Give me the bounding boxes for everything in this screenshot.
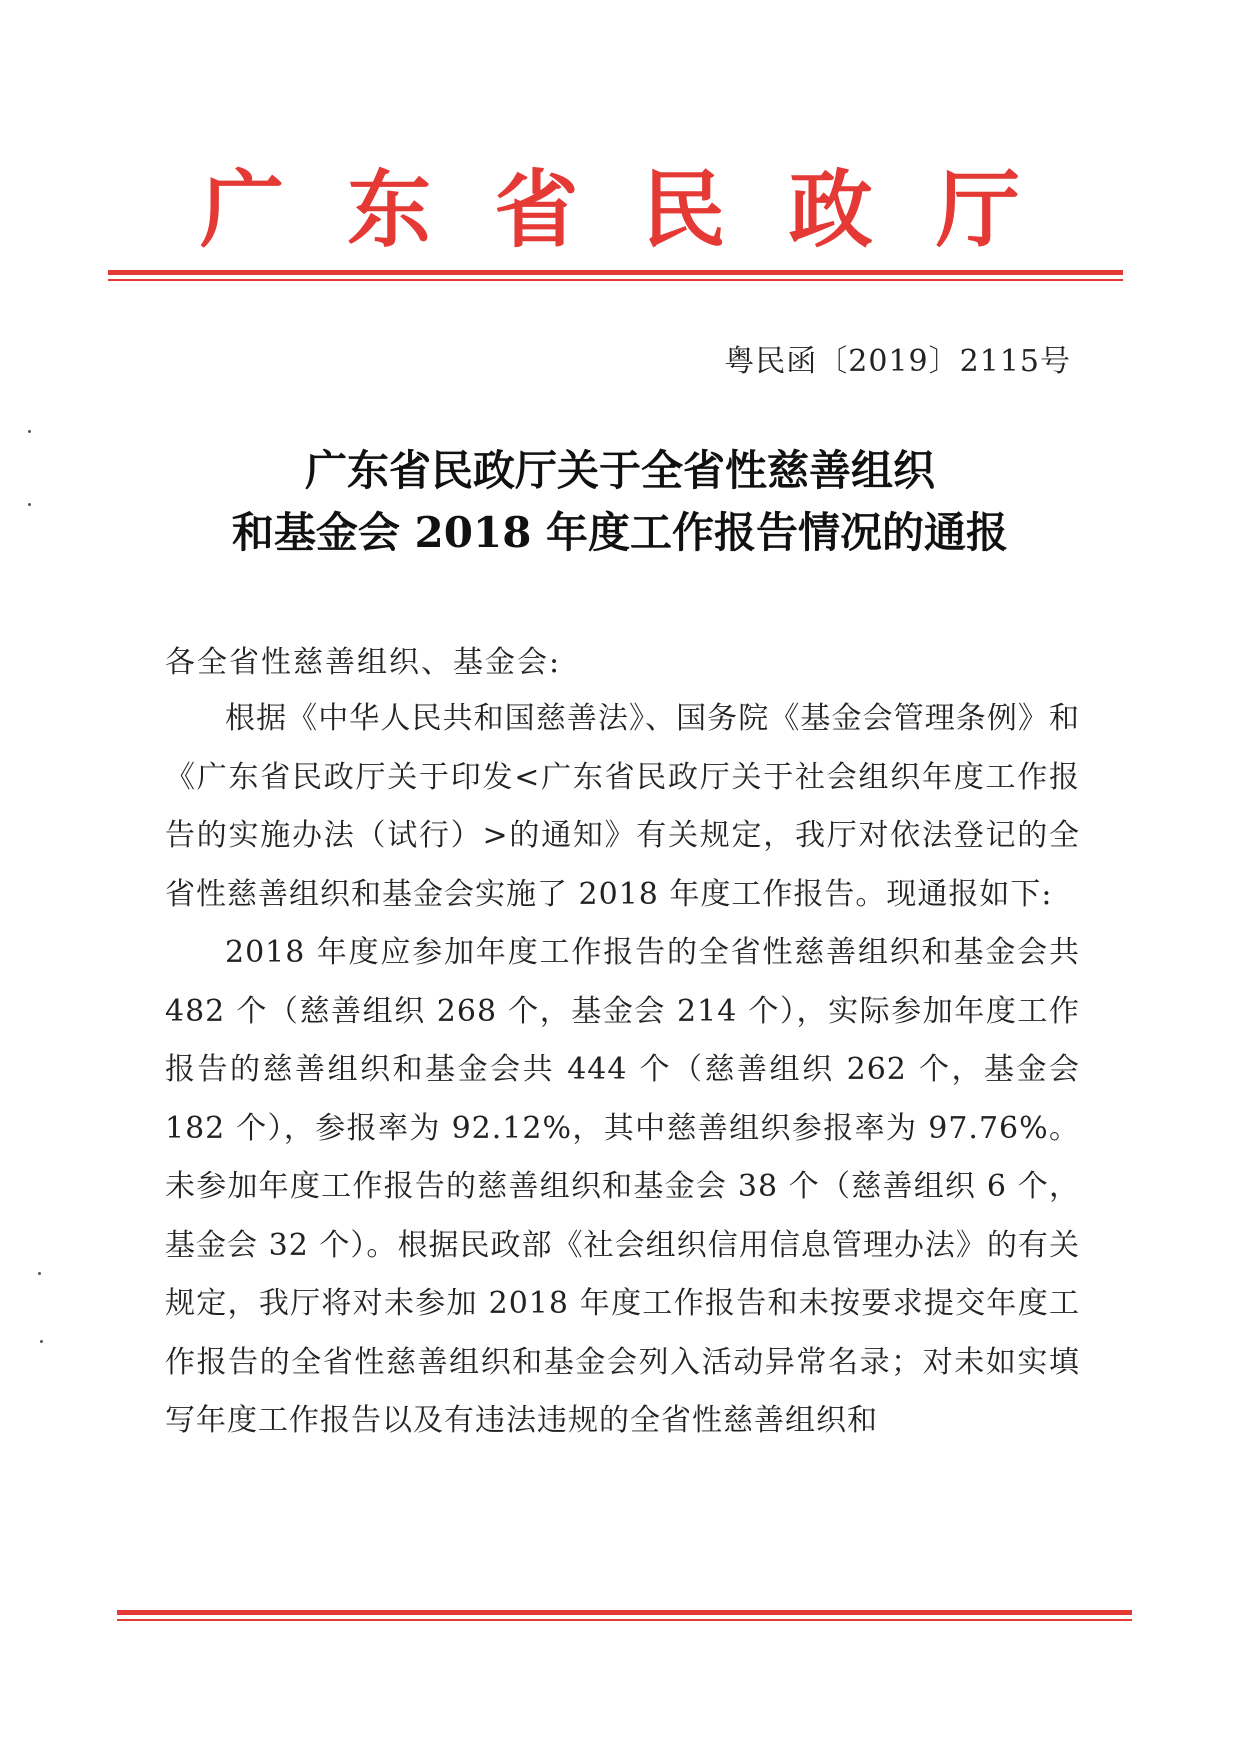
document-title [150, 440, 1090, 564]
title-line-2: 和基金会 2018 年度工作报告情况的通报 [231, 508, 1009, 557]
body-paragraph-2: 2018 年度应参加年度工作报告的全省性慈善组织和基金会共 482 个（慈善组织 268 个，基金会 214 个），实际参加年度工作报告的慈善组织和基金会共 444 个（慈善组织 262 个，基金会 182 个），参报率为 92.12%，其中慈善组织参报率为 97.76%。未参加年度工作报告的慈善组织和基金会 38 个（慈善组织 6 个，基金会 32 个）。根据民政部《社会组织信用信息管理办法》的有关规定，我厅将对未参加 2018 年度工作报告和未按要求提交年度工作报告的全省性慈善组织和基金会列入活动异常名录；对未如实填写年度工作报告以及有违法违规的全省性慈善组织和 [165, 935, 1080, 1438]
scan-dot [28, 503, 31, 506]
body-paragraph-1: 根据《中华人民共和国慈善法》、国务院《基金会管理条例》和《广东省民政厅关于印发<广东省民政厅关于社会组织年度工作报告的实施办法（试行）>的通知》有关规定，我厅对依法登记的全省性慈善组织和基金会实施了 2018 年度工作报告。现通报如下: [165, 701, 1080, 912]
document-number: 粤民函〔2019〕2115号 [724, 344, 1071, 379]
red-rule-thin [117, 1619, 1132, 1621]
red-rule-thick [108, 270, 1123, 275]
header-char: 民 [641, 160, 726, 259]
title-line-1: 广东省民政厅关于全省性慈善组织 [304, 446, 935, 495]
header-char: 政 [788, 160, 873, 259]
header-char: 省 [494, 160, 579, 259]
header-char: 东 [347, 160, 432, 259]
header-char: 广 [200, 160, 285, 259]
document-body [165, 690, 1080, 1451]
red-rule-thick [117, 1610, 1132, 1615]
issuing-authority-header [200, 160, 1020, 260]
header-char: 厅 [935, 160, 1020, 259]
scan-dot [28, 430, 31, 433]
scan-dot [38, 1272, 41, 1275]
footer-red-rule [117, 1610, 1132, 1621]
red-rule-thin [108, 279, 1123, 281]
header-red-rule [108, 270, 1123, 281]
salutation: 各全省性慈善组织、基金会: [165, 645, 562, 680]
scan-dot [40, 1340, 43, 1343]
